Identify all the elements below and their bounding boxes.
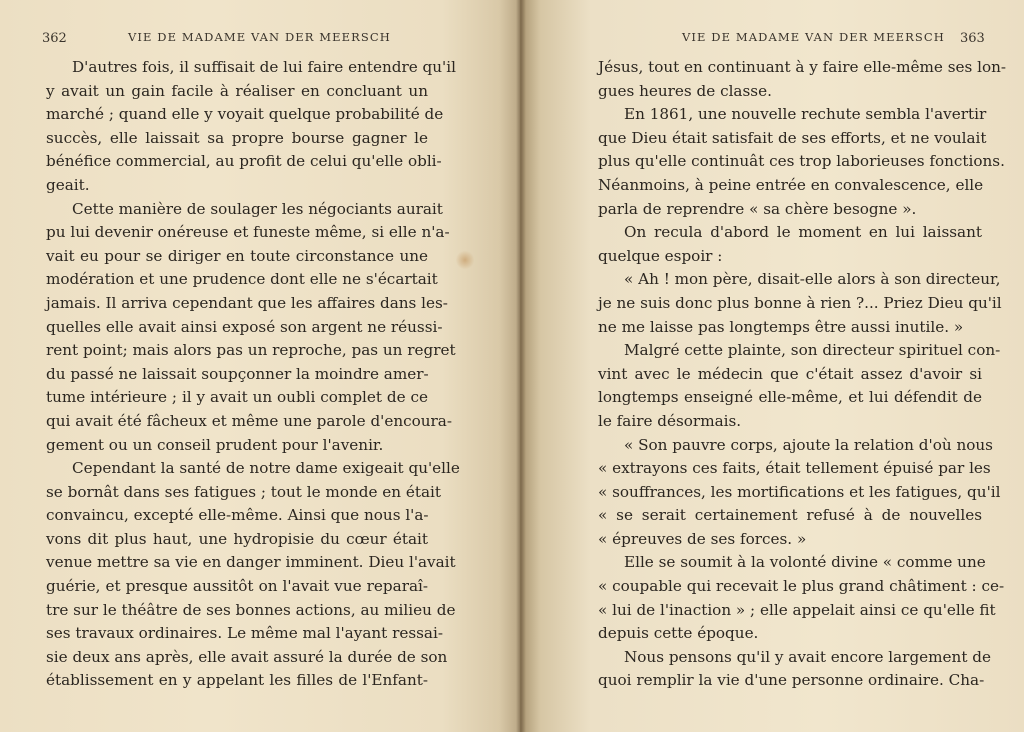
text-line: « Ah ! mon père, disait-elle alors à son directeur,: [624, 270, 1001, 289]
text-line: le faire désormais.: [598, 411, 742, 430]
text-line: « Son pauvre corps, ajoute la relation d'où nous: [624, 435, 993, 454]
text-line: se bornât dans ses fatigues ; tout le monde en était: [46, 482, 441, 501]
right-page-text: [598, 56, 1007, 693]
text-line: Malgré cette plainte, son directeur spirituel con-: [624, 341, 1001, 360]
text-line: quoi remplir la vie d'une personne ordinaire. Cha-: [598, 671, 985, 690]
right-page-number: 363: [960, 31, 985, 46]
text-line: vons dit plus haut, une hydropisie du cœur était: [46, 529, 428, 548]
text-line: Elle se soumit à la volonté divine « comme une: [624, 553, 986, 572]
left-page-number: 362: [42, 31, 67, 46]
book-gutter: [516, 0, 526, 732]
text-line: sie deux ans après, elle avait assuré la durée de son: [46, 647, 448, 666]
text-line: qui avait été fâcheux et même une parole d'encoura-: [46, 411, 452, 430]
text-line: guérie, et presque aussitôt on l'avait vue reparaî-: [46, 577, 428, 596]
text-line: « souffrances, les mortifications et les fatigues, qu'il: [598, 482, 1001, 501]
text-line: ses travaux ordinaires. Le même mal l'ayant ressai-: [46, 624, 443, 643]
text-line: convaincu, excepté elle-même. Ainsi que nous l'a-: [46, 506, 429, 525]
text-line: En 1861, une nouvelle rechute sembla l'avertir: [624, 105, 987, 124]
text-line: depuis cette époque.: [598, 624, 759, 643]
text-line: je ne suis donc plus bonne à rien ?... Priez Dieu qu'il: [598, 293, 1002, 312]
text-line: gement ou un conseil prudent pour l'avenir.: [46, 435, 384, 454]
text-line: tre sur le théâtre de ses bonnes actions, au milieu de: [46, 600, 456, 619]
text-line: vint avec le médecin que c'était assez d'avoir si: [598, 364, 982, 383]
text-line: D'autres fois, il suffisait de lui faire entendre qu'il: [72, 58, 456, 76]
text-line: ne me laisse pas longtemps être aussi inutile. »: [598, 317, 964, 336]
text-line: jamais. Il arriva cependant que les affaires dans les-: [46, 293, 448, 312]
text-line: tume intérieure ; il y avait un oubli complet de ce: [46, 388, 428, 407]
text-line: Néanmoins, à peine entrée en convalescence, elle: [598, 175, 984, 194]
text-line: rent point; mais alors pas un reproche, pas un regret: [46, 341, 456, 360]
text-line: marché ; quand elle y voyait quelque probabilité de: [46, 105, 444, 124]
text-line: modération et une prudence dont elle ne s'écartait: [46, 270, 438, 289]
text-line: « se serait certainement refusé à de nouvelles: [598, 506, 982, 525]
text-line: Jésus, tout en continuant à y faire elle-même ses lon-: [598, 58, 1007, 76]
text-line: On recula d'abord le moment en lui laissant: [624, 223, 982, 242]
text-line: quelque espoir :: [598, 246, 723, 265]
text-line: parla de reprendre « sa chère besogne ».: [598, 199, 917, 218]
text-line: « coupable qui recevait le plus grand châtiment : ce-: [598, 577, 1005, 596]
text-line: vait eu pour se diriger en toute circonstance une: [46, 246, 428, 265]
text-line: y avait un gain facile à réaliser en concluant un: [46, 81, 428, 100]
text-line: Cependant la santé de notre dame exigeait qu'elle: [72, 459, 460, 478]
left-page-text: [46, 56, 460, 693]
text-line: Cette manière de soulager les négociants aurait: [72, 199, 443, 218]
text-line: pu lui devenir onéreuse et funeste même, si elle n'a-: [46, 223, 450, 242]
text-line: bénéfice commercial, au profit de celui qu'elle obli-: [46, 152, 442, 171]
right-running-head: VIE DE MADAME VAN DER MEERSCH: [682, 30, 945, 44]
text-line: geait.: [46, 175, 90, 194]
text-line: venue mettre sa vie en danger imminent. Dieu l'avait: [46, 553, 456, 572]
text-line: établissement en y appelant les filles de l'Enfant-: [46, 671, 428, 690]
text-line: longtemps enseigné elle-même, et lui défendit de: [598, 388, 982, 407]
text-line: « lui de l'inaction » ; elle appelait ainsi ce qu'elle fit: [598, 600, 996, 619]
text-line: plus qu'elle continuât ces trop laborieuses fonctions.: [598, 152, 1005, 171]
text-line: « épreuves de ses forces. »: [598, 529, 807, 548]
left-running-head: VIE DE MADAME VAN DER MEERSCH: [128, 30, 391, 44]
paper-stain: [456, 250, 474, 270]
text-line: du passé ne laissait soupçonner la moindre amer-: [46, 364, 429, 383]
text-line: « extrayons ces faits, était tellement épuisé par les: [598, 459, 991, 478]
text-line: succès, elle laissait sa propre bourse gagner le: [46, 128, 428, 147]
text-line: quelles elle avait ainsi exposé son argent ne réussi-: [46, 317, 443, 336]
right-page: [520, 0, 1024, 732]
text-line: que Dieu était satisfait de ses efforts, et ne voulait: [598, 128, 987, 147]
text-line: Nous pensons qu'il y avait encore largement de: [624, 647, 991, 666]
text-line: gues heures de classe.: [598, 81, 772, 100]
